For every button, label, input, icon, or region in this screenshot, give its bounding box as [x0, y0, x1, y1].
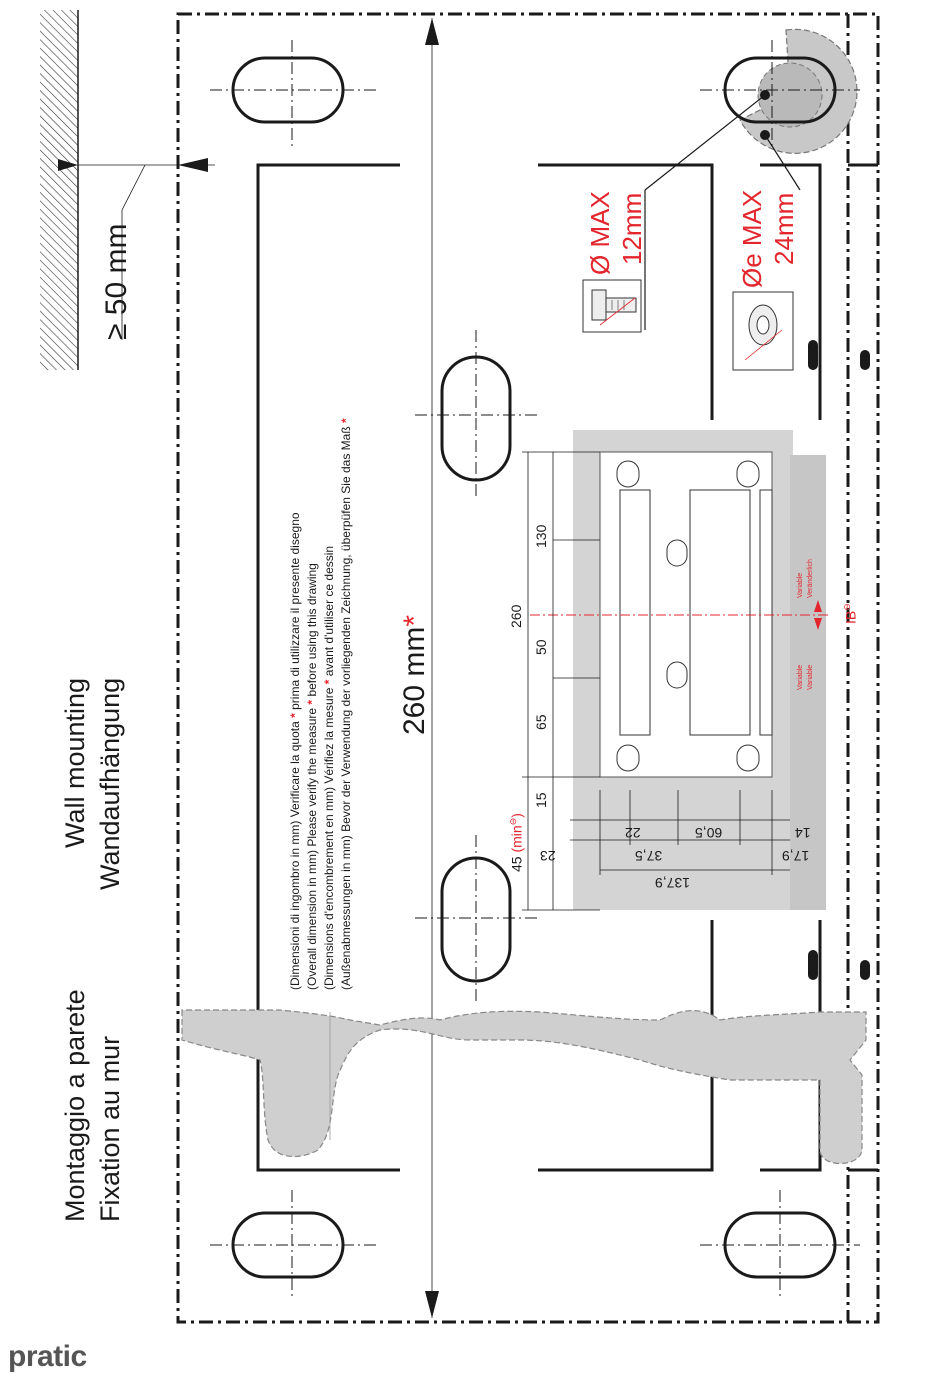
note-fr-pre: (Dimensions d'encombrement en mm) Vérifiez la mesure [322, 684, 336, 990]
title-it: Montaggio a parete [60, 989, 90, 1222]
dim-60-5: 60,5 [695, 825, 723, 841]
note-fr [322, 546, 336, 990]
bolt-label-line1: Ø MAX [585, 191, 615, 275]
dim-65: 65 [533, 714, 549, 730]
dim-45-value: 45 [508, 856, 525, 872]
note-de-pre: (Außenabmessungen in mm) Bevor der Verwendung der vorliegenden Zeichnung, überpüfen Sie das Maß [339, 423, 353, 990]
dim-15: 15 [533, 792, 549, 808]
dim-45-close: ) [508, 813, 525, 818]
dim-260: 260 [508, 604, 524, 628]
dim-37-5: 37,5 [635, 848, 663, 864]
note-de-mark: * [339, 418, 353, 423]
variable-label-1: Variable [797, 572, 804, 598]
clearance-label: ≥ 50 mm [100, 223, 133, 340]
note-en-post: before using this drawing [305, 563, 319, 700]
dim-50: 50 [533, 639, 549, 655]
ib-label [842, 603, 859, 624]
title-fr: Fixation au mur [95, 1035, 125, 1222]
ib-text: IB [842, 610, 859, 624]
variable-label-3: Variable [797, 664, 804, 690]
dim-130: 130 [533, 524, 549, 548]
main-dimension-label [398, 615, 432, 735]
title-de: Wandaufhängung [95, 677, 125, 890]
variable-label-4: Variable [807, 664, 814, 690]
note-fr-post: avant d'utiliser ce dessin [322, 545, 336, 680]
dim-22: 22 [625, 825, 641, 841]
dim-23: 23 [540, 848, 556, 864]
dim-45-open: ( [508, 847, 525, 853]
washer-label-line1: Øe MAX [737, 189, 767, 288]
ib-sup: ⊖ [842, 603, 852, 611]
note-it-mark: * [288, 713, 302, 718]
note-en-pre: (Overall dimension in mm) Please verify the measure [305, 704, 319, 990]
note-fr-mark: * [322, 679, 336, 685]
dim-45-sup: ⊖ [508, 817, 518, 826]
main-dimension-mark: * [398, 614, 431, 627]
washer-label-line2: 24mm [769, 192, 799, 265]
dim-17-9: 17,9 [782, 848, 810, 864]
note-en [305, 563, 319, 990]
dim-137-9: 137,9 [655, 875, 691, 891]
bolt-label-line2: 12mm [617, 192, 647, 265]
note-en-mark: * [305, 699, 319, 705]
note-it [288, 512, 302, 990]
dim-14: 14 [795, 825, 811, 841]
main-dimension-value: 260 mm [398, 626, 431, 735]
note-it-pre: (Dimensioni di ingombro in mm) Verificare la quota [288, 717, 302, 990]
dim-45-min [508, 813, 525, 872]
note-de [339, 418, 353, 990]
title-en: Wall mounting [60, 677, 90, 848]
dim-45-word: min [508, 825, 525, 848]
brand-logo: pratic [8, 1340, 87, 1373]
note-it-post: prima di utilizzare il presente disegno [288, 512, 302, 714]
variable-label-2: Veränderlich [807, 559, 814, 598]
